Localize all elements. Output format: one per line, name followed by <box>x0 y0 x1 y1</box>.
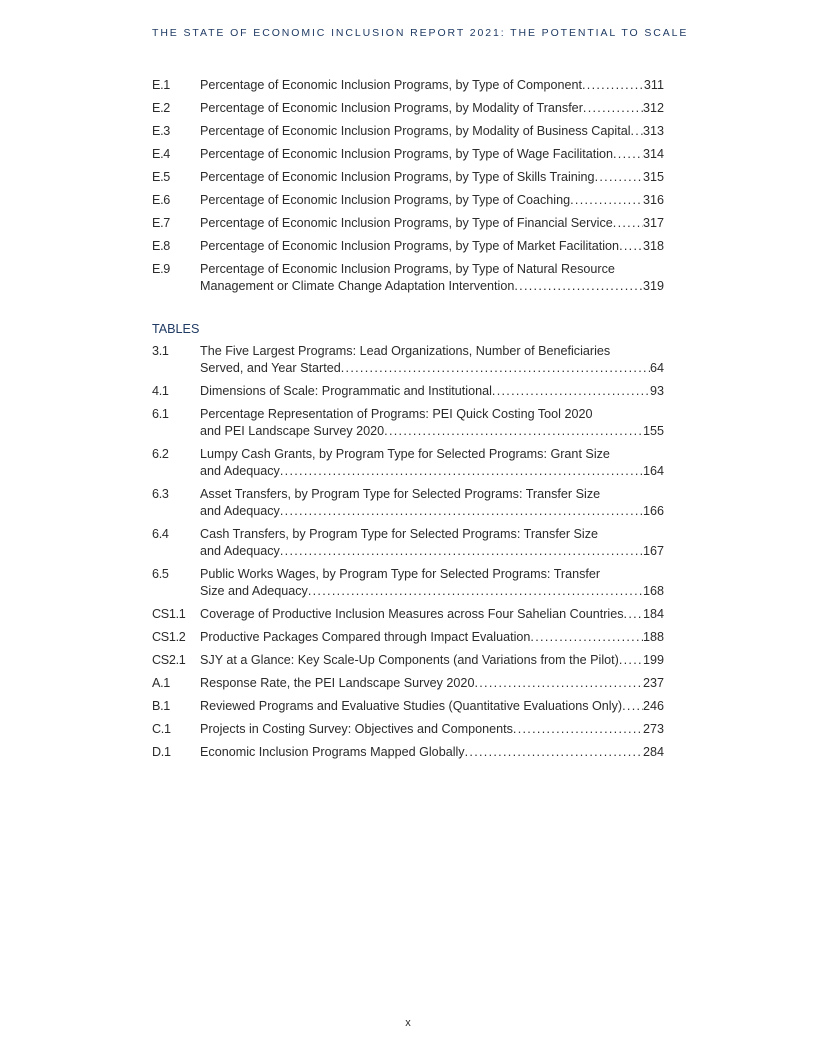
entry-title: Dimensions of Scale: Programmatic and Institutional <box>200 384 492 398</box>
table-entry[interactable] <box>152 343 664 377</box>
entry-number: E.6 <box>152 193 171 207</box>
entry-page-number: 166 <box>642 504 664 518</box>
entry-page-number: 168 <box>642 584 664 598</box>
entry-text <box>200 675 664 692</box>
dot-leader <box>308 583 643 600</box>
entry-title-line: The Five Largest Programs: Lead Organizations, Number of Beneficiaries <box>200 344 611 358</box>
entry-number: E.9 <box>152 262 171 276</box>
entry-text <box>200 526 664 560</box>
dot-leader <box>622 698 643 715</box>
entry-page-number: 313 <box>642 124 664 138</box>
entry-number: E.4 <box>152 147 171 161</box>
entry-text <box>200 146 664 163</box>
entry-title: Projects in Costing Survey: Objectives and Components <box>200 722 513 736</box>
dot-leader <box>619 238 643 255</box>
entry-title-line: Public Works Wages, by Program Type for Selected Programs: Transfer <box>200 567 601 581</box>
figure-entry[interactable] <box>152 77 664 94</box>
table-entry[interactable] <box>152 744 664 761</box>
entry-number: 6.3 <box>152 487 169 501</box>
figure-entry[interactable] <box>152 100 664 117</box>
dot-leader <box>514 278 643 295</box>
toc-content <box>152 77 664 767</box>
entry-text <box>200 343 664 377</box>
dot-leader <box>465 744 643 761</box>
entry-title: Response Rate, the PEI Landscape Survey 2020 <box>200 676 475 690</box>
entry-title-line: Lumpy Cash Grants, by Program Type for Selected Programs: Grant Size <box>200 447 610 461</box>
table-entry[interactable] <box>152 675 664 692</box>
entry-number: 3.1 <box>152 344 169 358</box>
entry-text <box>200 123 664 140</box>
entry-number: CS1.1 <box>152 607 186 621</box>
entry-title: Percentage of Economic Inclusion Programs, by Modality of Business Capital <box>200 124 631 138</box>
entry-text <box>200 698 664 715</box>
dot-leader <box>280 503 643 520</box>
entry-number: E.8 <box>152 239 171 253</box>
entry-title: SJY at a Glance: Key Scale-Up Components (and Variations from the Pilot) <box>200 653 619 667</box>
table-entry[interactable] <box>152 406 664 440</box>
entry-page-number: 199 <box>642 653 664 667</box>
table-entry[interactable] <box>152 383 664 400</box>
entry-page-number: 318 <box>642 239 664 253</box>
entry-title: Productive Packages Compared through Impact Evaluation <box>200 630 531 644</box>
entry-page-number: 316 <box>642 193 664 207</box>
entry-number: E.7 <box>152 216 171 230</box>
entry-page-number: 284 <box>642 745 664 759</box>
entry-text <box>200 566 664 600</box>
entry-text <box>200 169 664 186</box>
entry-title: and Adequacy <box>200 504 280 518</box>
entry-number: E.3 <box>152 124 171 138</box>
dot-leader <box>583 100 643 117</box>
entry-page-number: 237 <box>642 676 664 690</box>
dot-leader <box>341 360 650 377</box>
entry-title-line: Percentage of Economic Inclusion Programs, by Type of Natural Resource <box>200 262 615 276</box>
dot-leader <box>513 721 643 738</box>
dot-leader <box>492 383 650 400</box>
figure-entry[interactable] <box>152 123 664 140</box>
entry-page-number: 155 <box>642 424 664 438</box>
entry-title-line: Cash Transfers, by Program Type for Selected Programs: Transfer Size <box>200 527 599 541</box>
table-entry[interactable] <box>152 526 664 560</box>
entry-title: Percentage of Economic Inclusion Programs, by Type of Wage Facilitation <box>200 147 613 161</box>
figure-entry[interactable] <box>152 261 664 295</box>
entry-title: Reviewed Programs and Evaluative Studies (Quantitative Evaluations Only) <box>200 699 623 713</box>
entry-title: Coverage of Productive Inclusion Measures across Four Sahelian Countries <box>200 607 624 621</box>
entry-number: 6.1 <box>152 407 169 421</box>
entry-number: E.5 <box>152 170 171 184</box>
figure-entry[interactable] <box>152 215 664 232</box>
entry-page-number: 167 <box>642 544 664 558</box>
entry-number: CS1.2 <box>152 630 186 644</box>
figure-entry[interactable] <box>152 238 664 255</box>
entry-text <box>200 744 664 761</box>
entry-page-number: 184 <box>642 607 664 621</box>
tables-list <box>152 343 664 761</box>
entry-title-line: Asset Transfers, by Program Type for Selected Programs: Transfer Size <box>200 487 601 501</box>
entry-title: Percentage of Economic Inclusion Programs, by Type of Financial Service <box>200 216 613 230</box>
entry-page-number: 312 <box>642 101 664 115</box>
entry-page-number: 311 <box>643 78 664 92</box>
entry-number: 6.4 <box>152 527 169 541</box>
table-entry[interactable] <box>152 698 664 715</box>
dot-leader <box>595 169 643 186</box>
dot-leader <box>613 146 643 163</box>
entry-text <box>200 606 664 623</box>
table-entry[interactable] <box>152 606 664 623</box>
entry-title: and PEI Landscape Survey 2020 <box>200 424 385 438</box>
entry-text <box>200 192 664 209</box>
entry-text <box>200 446 664 480</box>
entry-page-number: 319 <box>642 279 664 293</box>
entry-title: Percentage of Economic Inclusion Programs, by Modality of Transfer <box>200 101 583 115</box>
entry-page-number: 164 <box>642 464 664 478</box>
table-entry[interactable] <box>152 566 664 600</box>
dot-leader <box>624 606 643 623</box>
page-number: x <box>405 1017 411 1029</box>
entry-text <box>200 721 664 738</box>
entry-number: E.2 <box>152 101 171 115</box>
entry-number: D.1 <box>152 745 171 759</box>
dot-leader <box>530 629 643 646</box>
entry-page-number: 314 <box>642 147 664 161</box>
entry-title: Percentage of Economic Inclusion Programs, by Type of Market Facilitation <box>200 239 620 253</box>
entry-page-number: 188 <box>642 630 664 644</box>
table-entry[interactable] <box>152 652 664 669</box>
figures-list <box>152 77 664 295</box>
dot-leader <box>384 423 643 440</box>
dot-leader <box>280 463 643 480</box>
entry-page-number: 273 <box>642 722 664 736</box>
entry-text <box>200 383 664 400</box>
dot-leader <box>619 652 643 669</box>
entry-title: Served, and Year Started <box>200 361 341 375</box>
entry-page-number: 64 <box>649 361 664 375</box>
entry-text <box>200 486 664 520</box>
entry-number: C.1 <box>152 722 171 736</box>
entry-text <box>200 238 664 255</box>
entry-number: 6.5 <box>152 567 169 581</box>
figure-entry[interactable] <box>152 146 664 163</box>
dot-leader <box>613 215 643 232</box>
entry-text <box>200 629 664 646</box>
entry-number: CS2.1 <box>152 653 186 667</box>
entry-text <box>200 406 664 440</box>
entry-title: and Adequacy <box>200 464 280 478</box>
entry-title: Size and Adequacy <box>200 584 308 598</box>
entry-number: E.1 <box>152 78 171 92</box>
entry-number: A.1 <box>152 676 171 690</box>
entry-title: Management or Climate Change Adaptation Intervention <box>200 279 515 293</box>
running-header: THE STATE OF ECONOMIC INCLUSION REPORT 2021: THE POTENTIAL TO SCALE <box>152 27 689 39</box>
dot-leader <box>474 675 643 692</box>
table-entry[interactable] <box>152 446 664 480</box>
table-entry[interactable] <box>152 486 664 520</box>
entry-title: and Adequacy <box>200 544 280 558</box>
entry-text <box>200 652 664 669</box>
entry-text <box>200 261 664 295</box>
entry-page-number: 317 <box>642 216 664 230</box>
tables-section-heading: TABLES <box>152 322 200 336</box>
entry-title: Percentage of Economic Inclusion Programs, by Type of Coaching <box>200 193 571 207</box>
entry-text <box>200 77 664 94</box>
figure-entry[interactable] <box>152 192 664 209</box>
dot-leader <box>570 192 643 209</box>
entry-number: B.1 <box>152 699 171 713</box>
entry-title-line: Percentage Representation of Programs: PEI Quick Costing Tool 2020 <box>200 407 593 421</box>
entry-page-number: 315 <box>642 170 664 184</box>
entry-title: Economic Inclusion Programs Mapped Globally <box>200 745 465 759</box>
entry-number: 4.1 <box>152 384 169 398</box>
dot-leader <box>631 123 643 140</box>
table-entry[interactable] <box>152 721 664 738</box>
figure-entry[interactable] <box>152 169 664 186</box>
entry-page-number: 93 <box>649 384 664 398</box>
entry-page-number: 246 <box>642 699 664 713</box>
dot-leader <box>280 543 643 560</box>
entry-title: Percentage of Economic Inclusion Programs, by Type of Skills Training <box>200 170 595 184</box>
entry-text <box>200 215 664 232</box>
entry-title: Percentage of Economic Inclusion Programs, by Type of Component <box>200 78 582 92</box>
entry-text <box>200 100 664 117</box>
dot-leader <box>582 77 644 94</box>
entry-number: 6.2 <box>152 447 169 461</box>
table-entry[interactable] <box>152 629 664 646</box>
